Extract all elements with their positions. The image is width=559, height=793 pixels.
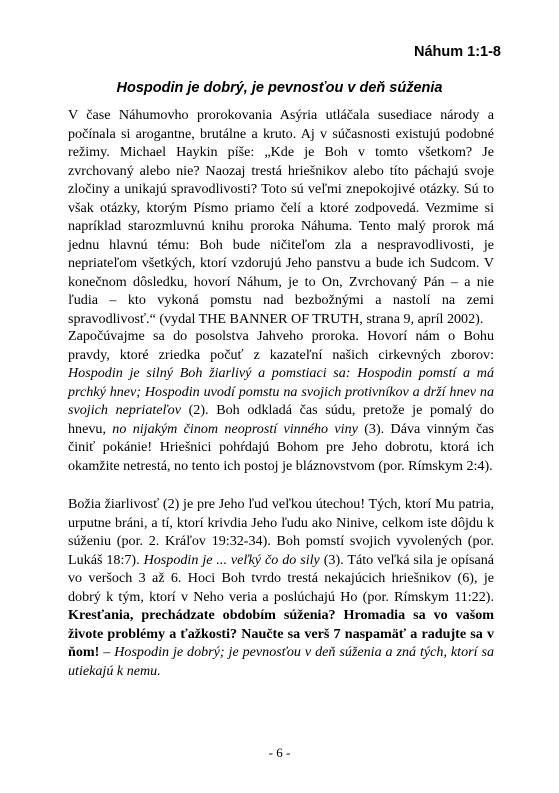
scripture-reference: Náhum 1:1-8 [413,44,501,60]
scripture-quote-verse-7: – Hospodin je dobrý; je pevnosťou v deň súženia a zná tých, ktorí sa utiekajú k nemu. [68,644,494,679]
paragraph-2-middle: (2). Boh odkladá čas súdu, pretože je pomalý do hnevu, [68,402,494,437]
exhortation-bold: Kresťania, prechádzate obdobím súženia? Hromadia sa vo vašom živote problémy a ťažkosti? Naučte sa verš 7 naspamäť a radujte sa v ňom! [68,607,494,660]
paragraph-1 [68,106,494,328]
paragraph-3 [68,495,494,680]
paragraph-3-intro: Božia žiarlivosť (2) je pre Jeho ľud veľkou útechou! Tých, ktorí Mu patria, urputne bráni, a tí, ktorí krivdia Jeho ľudu ako Ninive, celkom iste dôjdu k súženiu (por. 2. Kráľov 19:32-34). Boh pomstí svojich vyvolených (por. Lukáš 18:7). [68,496,494,568]
page-title: Hospodin je dobrý, je pevnosťou v deň súženia [116,80,443,96]
scripture-quote-verse-3: no nijakým činom neoprostí vinného viny [112,420,358,437]
paragraph-2-intro: Započúvajme sa do posolstva Jahveho proroka. Hovorí nám o Bohu pravdy, ktoré zriedka počuť z kazateľní našich cirkevných zborov: [68,328,494,363]
scripture-quote-verse-2: Hospodin je silný Boh žiarlivý a pomstiaci sa: Hospodin pomstí a má prchký hnev; Hospodin uvodí pomstu na svojich protivníkov a drží hnev na svojich nepriateľov [68,365,494,418]
paragraph-3-text [68,495,494,680]
paragraph-2 [68,327,494,475]
paragraph-3-middle: (3). Táto veľká sila je opísaná vo veršoch 3 až 6. Hoci Boh tvrdo trestá nekajúcich hriešnikov (6), je dobrý k tým, ktorí v Neho veria a poslúchajú Ho (por. Rímskym 11:22). [68,551,495,605]
paragraph-2-text [68,327,494,475]
paragraph-1-text: V čase Náhumovho prorokovania Asýria utláčala susediace národy a počínala si arogantne, brutálne a kruto. Aj v súčasnosti existujú podobné režimy. Michael Haykin píše: „Kde je Boh v tomto všetkom? Je zvrchovaný alebo nie? Naozaj trestá hriešnikov alebo títo páchajú svoje zločiny a unikajú spravodlivosti? Toto sú veľmi znepokojivé otázky. Sú to však otázky, ktorým Písmo priamo čelí a ktoré zodpovedá. Vezmime si napríklad starozmluvnú knihu proroka Náhuma. Tento malý prorok má jednu hlavnú tému: Boh bude ničiteľom zla a nespravodlivosti, je nepriateľom všetkých, ktorí vzdorujú Jeho panstvu a bude ich Sudcom. V konečnom dôsledku, hovorí Náhum, je to On, Zvrchovaný Pán – a nie ľudia – kto vykoná pomstu nad bezbožnými a nastolí na zemi spravodlivosť.“ (vydal THE BANNER OF TRUTH, strana 9, apríl 2002). [68,107,494,327]
scripture-quote-strength: Hospodin je ... veľký čo do sily [143,551,320,568]
page-number: - 6 - [268,745,291,760]
paragraph-2-end: (3). Dáva vinným čas činiť pokánie! Hriešnici pohŕdajú Bohom pre Jeho dobrotu, ktorá ich okamžite netrestá, no tento ich postoj je bláznovstvom (por. Rímskym 2:4). [68,420,494,474]
